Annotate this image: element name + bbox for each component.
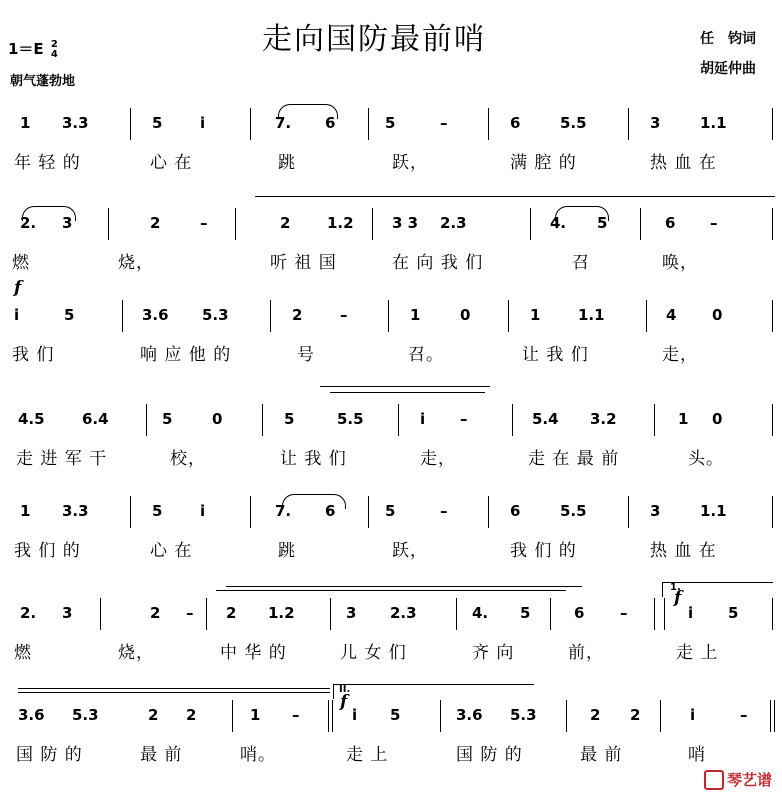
bar-line bbox=[130, 496, 131, 528]
lyric-text: 燃 bbox=[14, 643, 32, 663]
note-group: 5.3 bbox=[202, 306, 229, 324]
time-bottom: 4 bbox=[50, 48, 58, 60]
lyricist-credit: 任 钧词 bbox=[700, 31, 756, 47]
note-group: 6 bbox=[510, 114, 521, 132]
bar-line bbox=[654, 404, 655, 436]
extension-line bbox=[255, 196, 775, 197]
bar-line bbox=[774, 700, 775, 732]
time-top: 2 bbox=[50, 38, 58, 50]
slur-arc bbox=[278, 104, 338, 119]
bar-line bbox=[772, 108, 773, 140]
note-group: 5.5 bbox=[560, 502, 587, 520]
dynamic-marking: f bbox=[340, 692, 348, 712]
bar-line bbox=[440, 700, 441, 732]
bar-line bbox=[770, 700, 771, 732]
note-group: – bbox=[620, 604, 628, 622]
lyric-text: 满 腔 的 bbox=[510, 153, 577, 173]
note-group: i bbox=[200, 114, 206, 132]
note-group: 3 bbox=[62, 604, 73, 622]
lyric-text: 哨 bbox=[688, 745, 706, 765]
note-group: 5 bbox=[390, 706, 401, 724]
note-group: 2 bbox=[590, 706, 601, 724]
bar-line bbox=[328, 700, 329, 732]
note-group: 5.4 bbox=[532, 410, 559, 428]
lyric-text: 走 在 最 前 bbox=[528, 449, 620, 469]
note-group: 6.4 bbox=[82, 410, 109, 428]
lyric-text: 我 们 的 bbox=[510, 541, 577, 561]
note-group: 0 bbox=[212, 410, 223, 428]
lyric-text: 烧， bbox=[118, 643, 154, 663]
note-group: 0 bbox=[712, 306, 723, 324]
notation-line bbox=[0, 496, 782, 592]
note-group: 2.3 bbox=[440, 214, 467, 232]
lyric-text: 召。 bbox=[408, 345, 444, 365]
slur-arc bbox=[22, 206, 76, 221]
lyric-text: 烧， bbox=[118, 253, 154, 273]
lyric-text: 国 防 的 bbox=[16, 745, 83, 765]
note-group: i bbox=[690, 706, 696, 724]
notation-line bbox=[0, 278, 782, 396]
lyric-text: 燃 bbox=[12, 253, 30, 273]
note-group: – bbox=[200, 214, 208, 232]
bar-line bbox=[122, 300, 123, 332]
note-group: 1.1 bbox=[578, 306, 605, 324]
key-signature bbox=[8, 38, 58, 60]
bar-line bbox=[772, 598, 773, 630]
lyric-text: 心 在 bbox=[150, 153, 193, 173]
lyric-text: 在 向 我 们 bbox=[392, 253, 484, 273]
note-group: 3.3 bbox=[62, 114, 89, 132]
note-group: 1.2 bbox=[327, 214, 354, 232]
lyric-text: 走， bbox=[420, 449, 456, 469]
note-group: 1.1 bbox=[700, 502, 727, 520]
notation-line bbox=[0, 108, 782, 204]
song-title: 走向国防最前哨 bbox=[262, 22, 486, 57]
bar-line bbox=[368, 108, 369, 140]
lyric-text: 让 我 们 bbox=[522, 345, 589, 365]
note-group: 5.3 bbox=[510, 706, 537, 724]
note-group: 3 3 bbox=[392, 214, 419, 232]
slur-arc bbox=[555, 206, 609, 221]
bar-line bbox=[262, 404, 263, 436]
lyric-text: 最 前 bbox=[580, 745, 623, 765]
volta-bracket bbox=[333, 684, 534, 699]
note-group: 1.2 bbox=[268, 604, 295, 622]
note-group: 2.3 bbox=[390, 604, 417, 622]
note-group: 3 bbox=[346, 604, 357, 622]
lyric-text: 让 我 们 bbox=[280, 449, 347, 469]
lyric-text: 跃， bbox=[392, 153, 428, 173]
bar-line bbox=[130, 108, 131, 140]
slur-arc bbox=[282, 494, 346, 509]
note-group: 6 bbox=[325, 502, 336, 520]
note-group: 3.6 bbox=[456, 706, 483, 724]
note-group: 5 bbox=[162, 410, 173, 428]
note-group: 5 bbox=[152, 114, 163, 132]
note-group: – bbox=[440, 502, 448, 520]
note-group: 2 bbox=[630, 706, 641, 724]
note-group: – bbox=[710, 214, 718, 232]
bar-line bbox=[270, 300, 271, 332]
note-group: 6 bbox=[325, 114, 336, 132]
note-group: 2. bbox=[20, 604, 37, 622]
bar-line bbox=[108, 208, 109, 240]
extension-line bbox=[226, 586, 582, 587]
notation-line bbox=[0, 208, 782, 304]
note-group: 3 bbox=[650, 502, 661, 520]
note-group: 5 bbox=[520, 604, 531, 622]
volta-label: II. bbox=[339, 684, 351, 695]
lyric-text: 走 进 军 干 bbox=[16, 449, 108, 469]
note-group: 3.6 bbox=[142, 306, 169, 324]
bar-line bbox=[372, 208, 373, 240]
bar-line bbox=[530, 208, 531, 240]
time-signature bbox=[51, 40, 58, 60]
bar-line bbox=[235, 208, 236, 240]
note-group: 3.2 bbox=[590, 410, 617, 428]
bar-line bbox=[772, 300, 773, 332]
tempo-marking: 朝气蓬勃地 bbox=[10, 74, 76, 89]
note-group: 2 bbox=[150, 604, 161, 622]
note-group: 4.5 bbox=[18, 410, 45, 428]
bar-line bbox=[388, 300, 389, 332]
lyric-text: 前， bbox=[568, 643, 604, 663]
note-group: i bbox=[14, 306, 20, 324]
note-group: 1.1 bbox=[700, 114, 727, 132]
bar-line bbox=[332, 700, 333, 732]
note-group: 3.3 bbox=[62, 502, 89, 520]
bar-line bbox=[398, 404, 399, 436]
extension-line bbox=[330, 392, 485, 393]
bar-line bbox=[646, 300, 647, 332]
lyric-text: 走 上 bbox=[676, 643, 719, 663]
volta-label: 1. bbox=[670, 582, 681, 593]
lyric-text: 儿 女 们 bbox=[340, 643, 407, 663]
note-group: 1 bbox=[20, 502, 31, 520]
lyric-text: 响 应 他 的 bbox=[140, 345, 232, 365]
bar-line bbox=[456, 598, 457, 630]
note-group: 4 bbox=[666, 306, 677, 324]
note-group: 6 bbox=[574, 604, 585, 622]
note-group: 5 bbox=[284, 410, 295, 428]
dynamic-marking: f bbox=[14, 278, 22, 298]
note-group: 3 bbox=[650, 114, 661, 132]
note-group: – bbox=[186, 604, 194, 622]
note-group: 5.5 bbox=[560, 114, 587, 132]
lyric-text: 中 华 的 bbox=[220, 643, 287, 663]
lyric-text: 跃， bbox=[392, 541, 428, 561]
extension-line bbox=[320, 386, 490, 387]
bar-line bbox=[664, 598, 665, 630]
bar-line bbox=[488, 108, 489, 140]
lyric-text: 跳 bbox=[278, 541, 296, 561]
watermark-icon bbox=[704, 770, 724, 790]
bar-line bbox=[772, 404, 773, 436]
lyric-text: 号 bbox=[297, 345, 315, 365]
note-group: 2 bbox=[226, 604, 237, 622]
note-group: i bbox=[200, 502, 206, 520]
lyric-text: 召 bbox=[572, 253, 590, 273]
note-group: 0 bbox=[712, 410, 723, 428]
lyric-text: 校， bbox=[170, 449, 206, 469]
note-group: 2 bbox=[280, 214, 291, 232]
notation-line bbox=[0, 684, 782, 796]
bar-line bbox=[368, 496, 369, 528]
notation-line bbox=[0, 404, 782, 500]
note-group: 5 bbox=[152, 502, 163, 520]
bar-line bbox=[654, 598, 655, 630]
lyric-text: 热 血 在 bbox=[650, 541, 717, 561]
lyric-text: 年 轻 的 bbox=[14, 153, 81, 173]
note-group: 4. bbox=[550, 214, 567, 232]
lyric-text: 齐 向 bbox=[472, 643, 515, 663]
note-group: i bbox=[688, 604, 694, 622]
lyric-text: 哨。 bbox=[240, 745, 276, 765]
bar-line bbox=[508, 300, 509, 332]
note-group: 2. bbox=[20, 214, 37, 232]
bar-line bbox=[206, 598, 207, 630]
bar-line bbox=[250, 108, 251, 140]
note-group: – bbox=[740, 706, 748, 724]
bar-line bbox=[660, 700, 661, 732]
bar-line bbox=[488, 496, 489, 528]
note-group: 2 bbox=[148, 706, 159, 724]
note-group: – bbox=[292, 706, 300, 724]
note-group: i bbox=[420, 410, 426, 428]
note-group: 1 bbox=[250, 706, 261, 724]
note-group: 7. bbox=[275, 114, 292, 132]
extension-line bbox=[18, 692, 330, 693]
bar-line bbox=[640, 208, 641, 240]
bar-line bbox=[772, 208, 773, 240]
note-group: 6 bbox=[665, 214, 676, 232]
bar-line bbox=[772, 496, 773, 528]
lyric-text: 我 们 的 bbox=[14, 541, 81, 561]
note-group: 1 bbox=[678, 410, 689, 428]
lyric-text: 走， bbox=[662, 345, 698, 365]
lyric-text: 唤， bbox=[662, 253, 698, 273]
note-group: 1 bbox=[410, 306, 421, 324]
note-group: 0 bbox=[460, 306, 471, 324]
note-group: 5.3 bbox=[72, 706, 99, 724]
key-label: 1＝E bbox=[8, 40, 44, 58]
note-group: 3.6 bbox=[18, 706, 45, 724]
note-group: 5.5 bbox=[337, 410, 364, 428]
bar-line bbox=[146, 404, 147, 436]
lyric-text: 心 在 bbox=[150, 541, 193, 561]
note-group: 1 bbox=[530, 306, 541, 324]
note-group: 2 bbox=[292, 306, 303, 324]
lyric-text: 国 防 的 bbox=[456, 745, 523, 765]
note-group: – bbox=[460, 410, 468, 428]
note-group: 5 bbox=[385, 114, 396, 132]
composer-credit: 胡延仲曲 bbox=[700, 61, 756, 77]
lyric-text: 热 血 在 bbox=[650, 153, 717, 173]
bar-line bbox=[628, 496, 629, 528]
watermark-text: 琴艺谱 bbox=[726, 770, 772, 789]
note-group: – bbox=[340, 306, 348, 324]
note-group: 2 bbox=[186, 706, 197, 724]
bar-line bbox=[330, 598, 331, 630]
lyric-text: 跳 bbox=[278, 153, 296, 173]
lyric-text: 听 祖 国 bbox=[270, 253, 337, 273]
watermark-logo bbox=[704, 769, 772, 791]
bar-line bbox=[550, 598, 551, 630]
bar-line bbox=[100, 598, 101, 630]
bar-line bbox=[566, 700, 567, 732]
bar-line bbox=[628, 108, 629, 140]
note-group: 6 bbox=[510, 502, 521, 520]
extension-line bbox=[216, 590, 566, 591]
note-group: 5 bbox=[728, 604, 739, 622]
note-group: 5 bbox=[64, 306, 75, 324]
note-group: – bbox=[440, 114, 448, 132]
dynamic-marking: f bbox=[674, 588, 682, 608]
note-group: 4. bbox=[472, 604, 489, 622]
lyric-text: 走 上 bbox=[346, 745, 389, 765]
note-group: 5 bbox=[385, 502, 396, 520]
lyric-text: 最 前 bbox=[140, 745, 183, 765]
extension-line bbox=[18, 688, 330, 689]
lyric-text: 头。 bbox=[688, 449, 724, 469]
note-group: 3 bbox=[62, 214, 73, 232]
bar-line bbox=[232, 700, 233, 732]
note-group: 7. bbox=[275, 502, 292, 520]
note-group: 2 bbox=[150, 214, 161, 232]
bar-line bbox=[250, 496, 251, 528]
notation-line bbox=[0, 582, 782, 694]
note-group: 5 bbox=[597, 214, 608, 232]
note-group: i bbox=[352, 706, 358, 724]
bar-line bbox=[512, 404, 513, 436]
lyric-text: 我 们 bbox=[12, 345, 55, 365]
note-group: 1 bbox=[20, 114, 31, 132]
